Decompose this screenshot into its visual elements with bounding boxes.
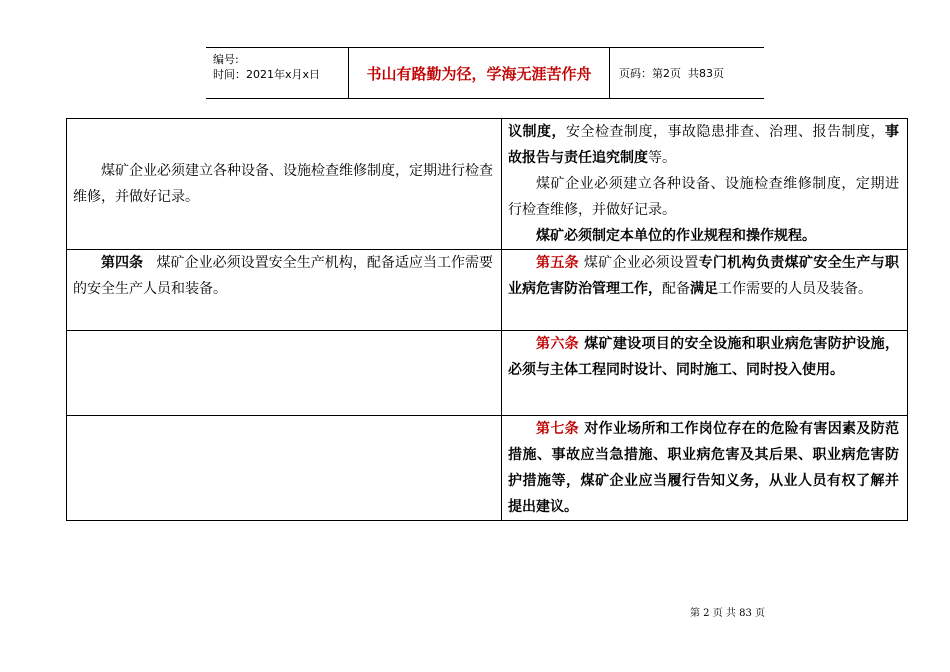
table-cell-right [502,331,908,416]
page-footer: 第 2 页 共 83 页 [690,608,765,619]
table-cell-left-empty [67,416,502,521]
table-cell-right [502,250,908,331]
row1-right-p3: 煤矿必须制定本单位的作业规程和操作规程。 [536,228,816,244]
row1-right-p2: 煤矿企业必须建立各种设备、设施检查维修制度，定期进行检查维修，并做好记录。 [508,176,899,218]
row1-left-text: 煤矿企业必须建立各种设备、设施检查维修制度，定期进行检查维修，并做好记录。 [73,163,493,205]
comparison-table [66,118,908,521]
table-cell-left-empty [67,331,502,416]
table-cell-left [67,250,502,331]
article-title: 第四条 [101,255,144,271]
article-title: 第七条 [536,421,579,437]
row3-right-text [502,331,907,383]
header-page-info [610,48,764,98]
body-text: 煤矿企业必须设置 [583,255,699,271]
body-text: 配备 [662,281,690,297]
page-info-text: 页码：第2页 共83页 [619,67,724,80]
table-cell-right [502,416,908,521]
row2-right-text [502,250,907,302]
header-motto: 书山有路勤为径，学海无涯苦作舟 [349,48,610,98]
bold-text: 满足 [690,281,718,297]
bold-text: 议制度， [508,124,566,140]
page-header [206,47,764,99]
body-text: 工作需要的人员及装备。 [718,281,872,297]
table-row [67,250,908,331]
body-text: 对作业场所和工作岗位存在的危险有害因素及防范措施、事故应当急措施、职业病危害及其后果、职业病危害防护措施等，煤矿企业应当履行告知义务，从业人员有权了解并提出建议。 [508,421,900,515]
row1-right-p1 [502,119,907,171]
body-text: 煤矿企业必须设置安全生产机构，配备适应当工作需要的安全生产人员和装备。 [73,255,494,297]
table-row [67,331,908,416]
table-cell-right [502,119,908,250]
table-row [67,416,908,521]
table-cell-left [67,119,502,250]
body-text: 安全检查制度，事故隐患排查、治理、报告制度， [566,124,885,140]
table-row [67,119,908,250]
time-label: 时间：2021年x月x日 [213,68,321,81]
body-text: 煤矿建设项目的安全设施和职业病危害防护设施，必须与主体工程同时设计、同时施工、同时投入使用。 [508,336,900,378]
doc-number-label: 编号: [213,53,239,66]
row4-right-text [502,416,907,520]
bold-text: 专门机构负责煤矿安全生产与职业病危害防治管理工作， [508,255,900,297]
body-text: 等。 [648,150,676,166]
bold-text: 事故报告与责任追究制度 [508,124,899,166]
row2-left-text [67,250,501,302]
header-meta [206,48,349,98]
article-title: 第六条 [536,336,579,352]
article-title: 第五条 [536,255,580,271]
